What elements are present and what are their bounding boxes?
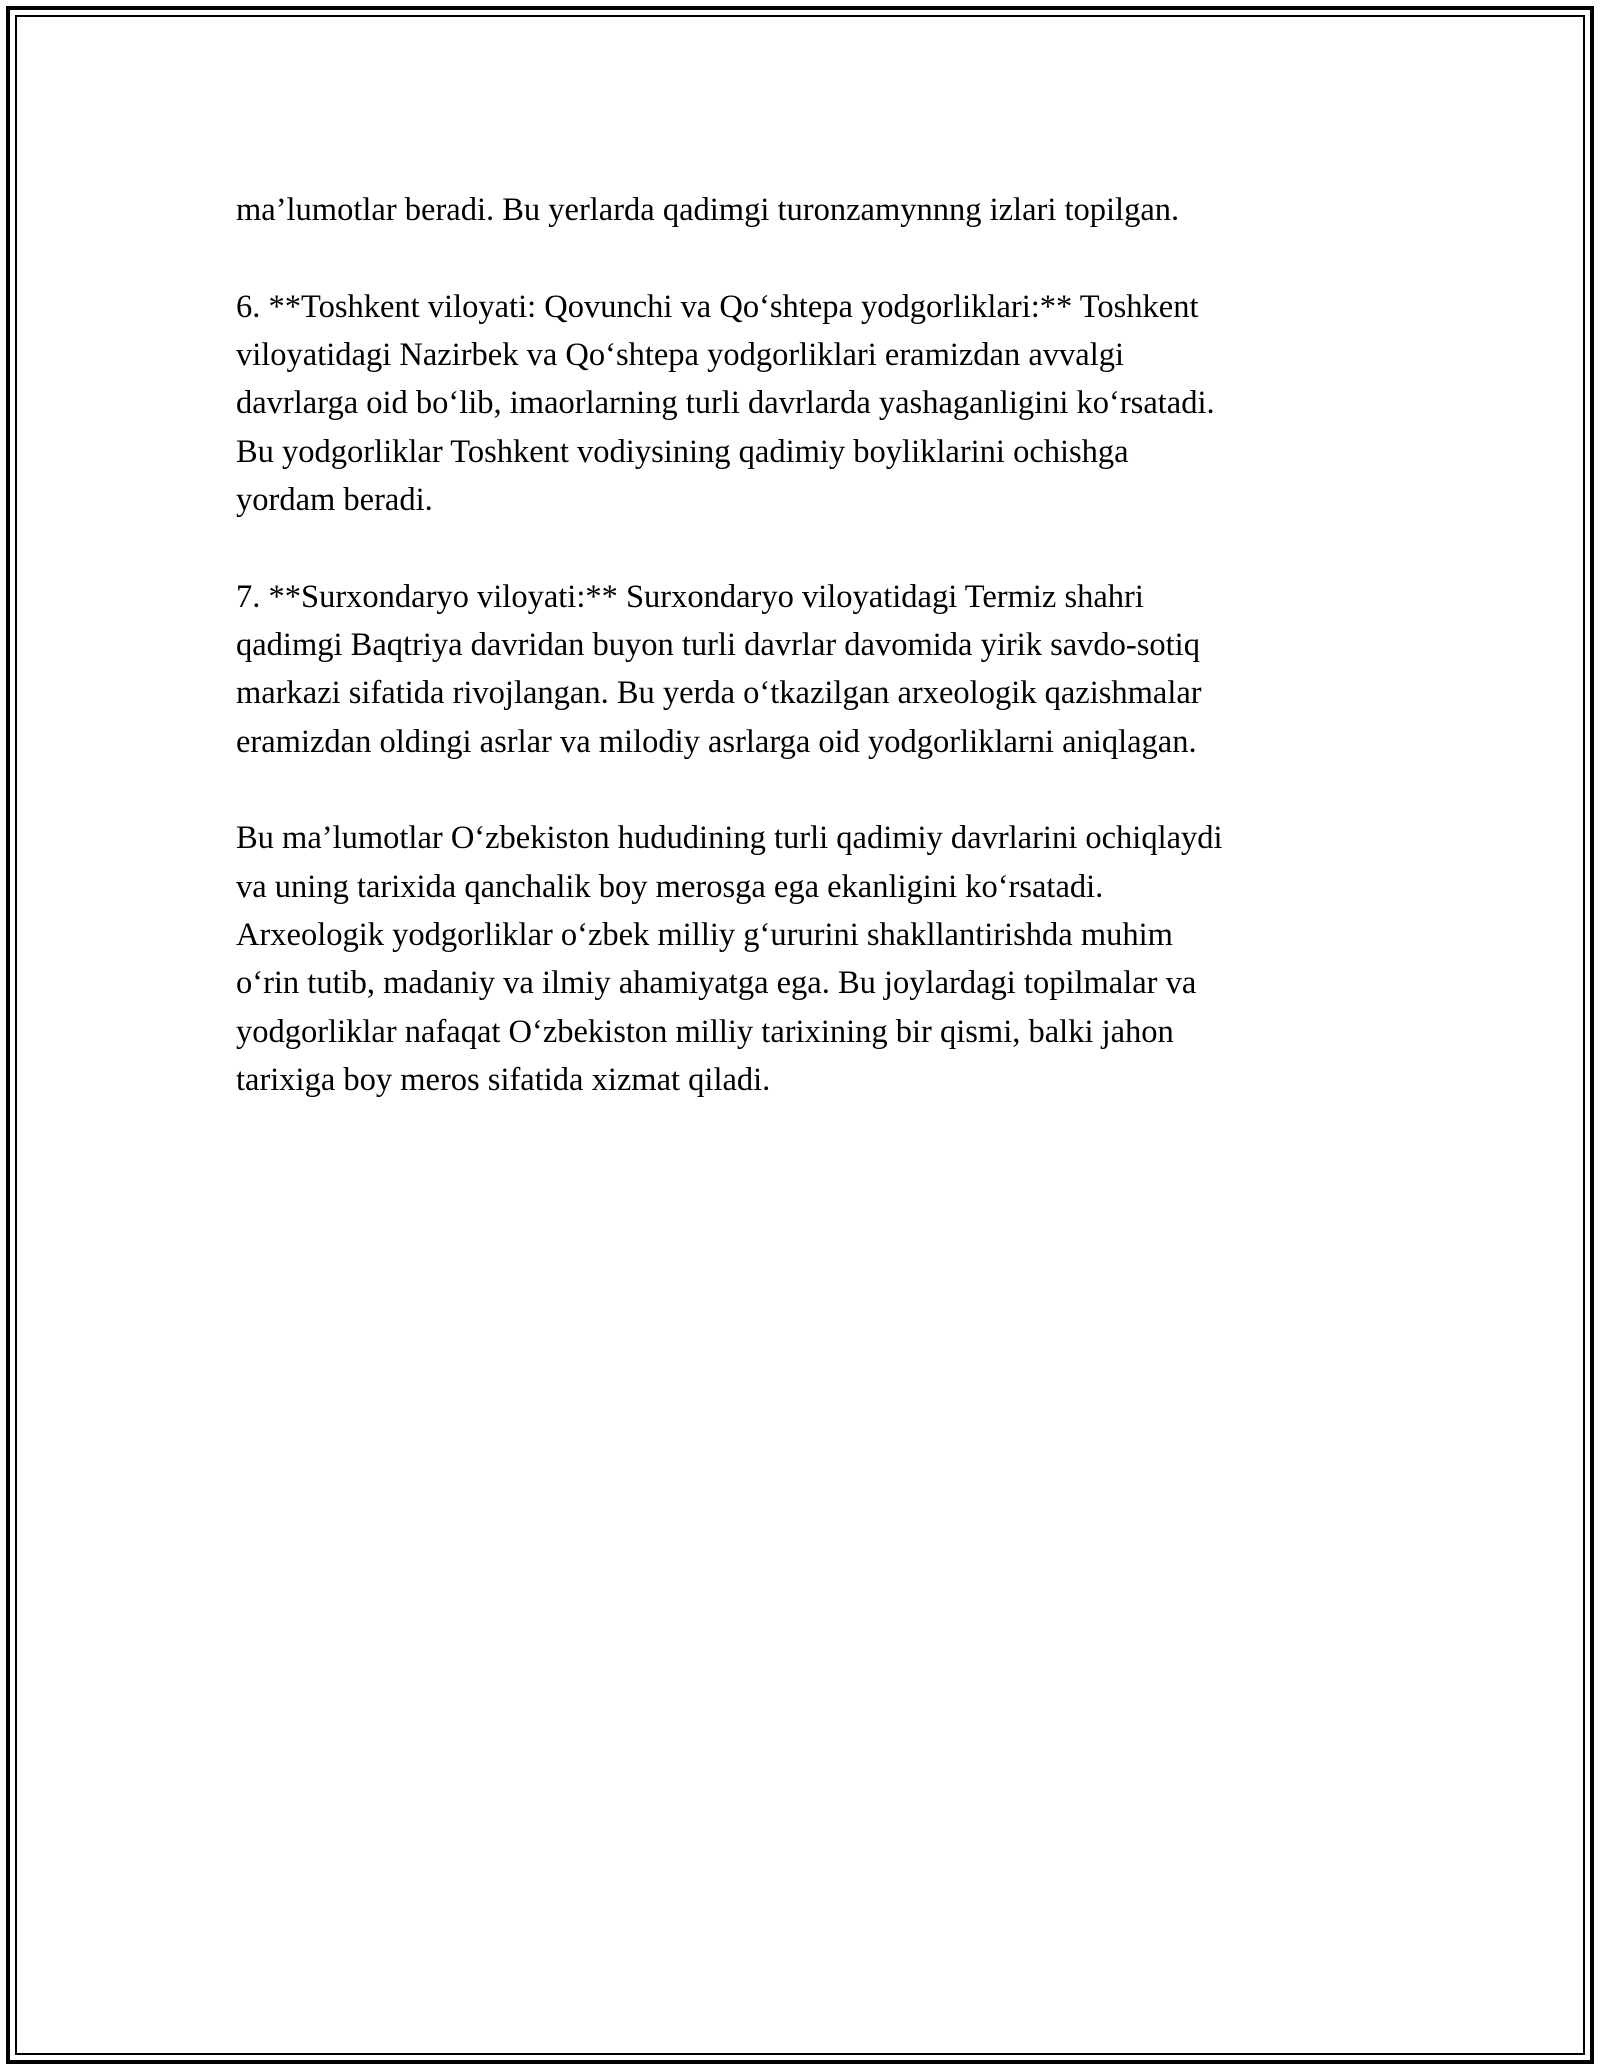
text-line: yordam beradi. [236,481,433,518]
text-line: ma’lumotlar beradi. Bu yerlarda qadimgi turonzamynnng izlari topilgan. [236,192,1180,228]
text-line: o‘rin tutib, madaniy va ilmiy ahamiyatga ega. Bu joylardagi topilmalar va [236,965,1197,1002]
text-line: markazi sifatida rivojlangan. Bu yerda o‘tkazilgan arxeologik qazishmalar [236,675,1202,712]
text-line: va uning tarixida qanchalik boy merosga ega ekanligini ko‘rsatadi. [236,868,1104,905]
text-line: tarixiga boy meros sifatida xizmat qiladi. [236,1061,771,1098]
text-line: 7. **Surxondaryo viloyati:** Surxondaryo viloyatidagi Termiz shahri [236,578,1144,615]
paragraph-conclusion [236,814,1376,1104]
text-line: Bu ma’lumotlar O‘zbekiston hududining turli qadimiy davrlarini ochiqlaydi [236,820,1223,857]
text-line: eramizdan oldingi asrlar va milodiy asrlarga oid yodgorliklarni aniqlagan. [236,723,1197,760]
document-body [236,186,1376,1153]
paragraph-intro-tail [236,186,1376,234]
text-line: davrlarga oid bo‘lib, imaorlarning turli davrlarda yashaganligini ko‘rsatadi. [236,385,1215,422]
text-line: qadimgi Baqtriya davridan buyon turli davrlar davomida yirik savdo-sotiq [236,627,1200,664]
text-line: Bu yodgorliklar Toshkent vodiysining qadimiy boyliklarini ochishga [236,433,1129,470]
text-line: viloyatidagi Nazirbek va Qo‘shtepa yodgorliklari eramizdan avvalgi [236,337,1125,374]
text-line: yodgorliklar nafaqat O‘zbekiston milliy tarixining bir qismi, balki jahon [236,1013,1174,1050]
paragraph-item-7 [236,573,1376,766]
paragraph-item-6 [236,283,1376,524]
text-line: Arxeologik yodgorliklar o‘zbek milliy g‘ururini shakllantirishda muhim [236,917,1173,954]
text-line: 6. **Toshkent viloyati: Qovunchi va Qo‘shtepa yodgorliklari:** Toshkent [236,288,1199,325]
